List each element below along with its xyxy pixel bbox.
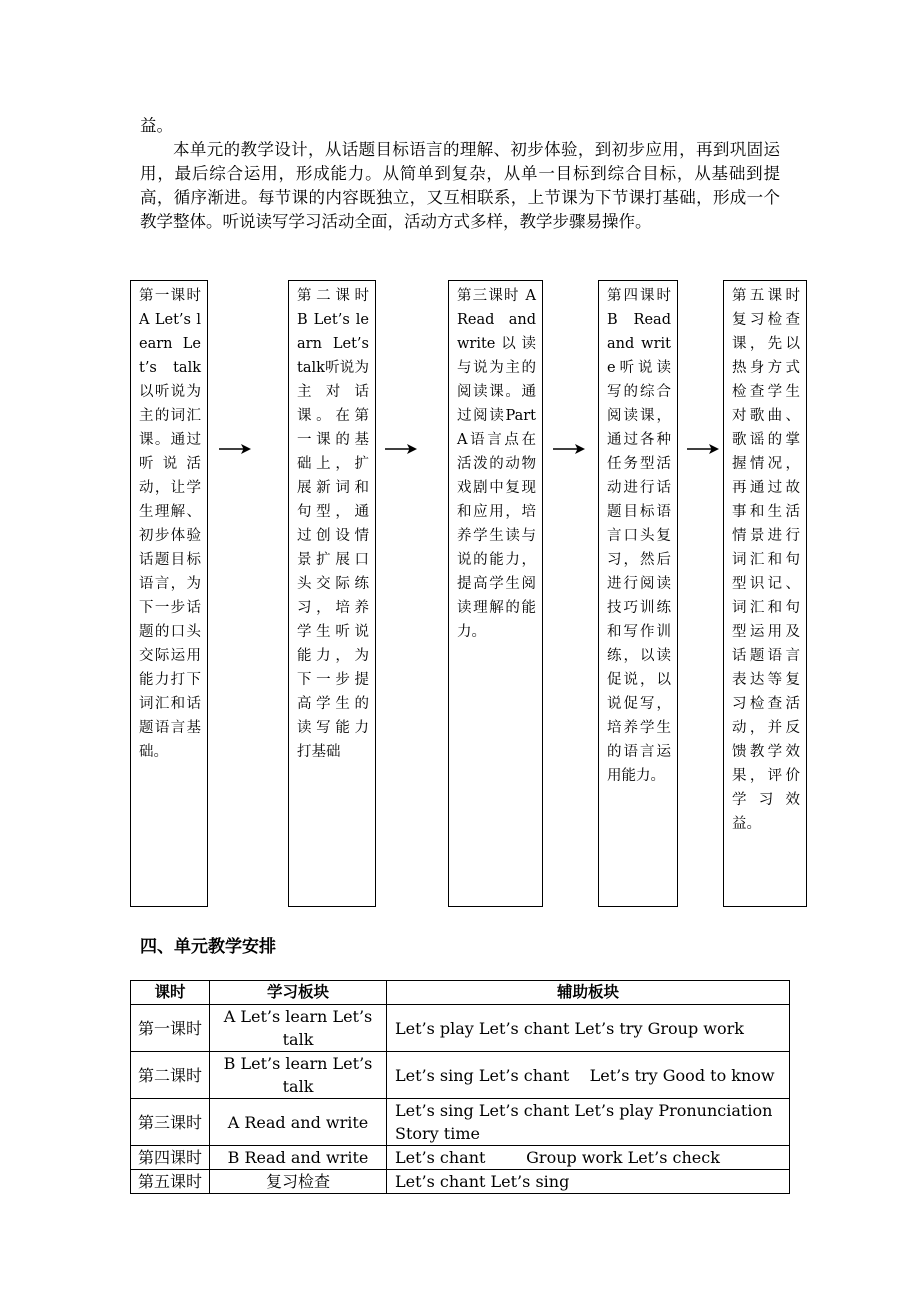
table-row bbox=[131, 1005, 790, 1052]
header-main-module: 学习板块 bbox=[210, 981, 387, 1005]
flow-box-text: 以读与说为主的阅读课。通过阅读Part A语言点在活泼的动物戏剧中复现和应用，培养学生读与说的能力，提高学生阅读理解的能力。 bbox=[457, 336, 536, 640]
section-heading: 四、单元教学安排 bbox=[140, 937, 276, 957]
header-aux-module: 辅助板块 bbox=[387, 981, 790, 1005]
cell-main-module: A Let’s learn Let’s talk bbox=[210, 1005, 387, 1052]
table-row bbox=[131, 1099, 790, 1146]
cell-main-module: A Read and write bbox=[210, 1099, 387, 1146]
flow-box-title: 第三课时 A Read and write bbox=[457, 288, 536, 352]
flow-box-text: 听说为主对话课。在第一课的基础上，扩展新词和句型，通过创设情景扩展口头交际练习，培养学生听说能力，为下一步提高学生的读写能力打基础 bbox=[297, 360, 369, 760]
right-arrow-icon bbox=[385, 441, 417, 457]
cell-period: 第四课时 bbox=[131, 1146, 210, 1170]
right-arrow-icon bbox=[553, 441, 585, 457]
cell-period: 第一课时 bbox=[131, 1005, 210, 1052]
cell-aux-module: Let’s chant Let’s sing bbox=[387, 1170, 790, 1194]
cell-period: 第二课时 bbox=[131, 1052, 210, 1099]
flow-box-title: 第一课时 A Let’s learn Let’s talk bbox=[139, 288, 201, 376]
intro-paragraph: 本单元的教学设计，从话题目标语言的理解、初步体验，到初步应用，再到巩固运用，最后综合运用，形成能力。从简单到复杂，从单一目标到综合目标，从基础到提高，循序渐进。每节课的内容既独立，又互相联系，上节课为下节课打基础，形成一个教学整体。听说读写学习活动全面，活动方式多样，教学步骤易操作。 bbox=[140, 140, 780, 231]
flow-box-title: 第二课时 B Let’s learn Let’s talk bbox=[297, 288, 369, 376]
right-arrow-icon bbox=[687, 441, 719, 457]
table-header-row bbox=[131, 981, 790, 1005]
flow-box-lesson-4 bbox=[598, 280, 678, 907]
right-arrow-icon bbox=[219, 441, 251, 457]
flow-box-title: 第五课时 bbox=[732, 288, 800, 304]
schedule-table bbox=[130, 980, 790, 1194]
cell-aux-module: Let’s chant Group work Let’s check bbox=[387, 1146, 790, 1170]
cell-main-module: B Let’s learn Let’s talk bbox=[210, 1052, 387, 1099]
flow-box-lesson-1 bbox=[130, 280, 208, 907]
cell-main-module: 复习检查 bbox=[210, 1170, 387, 1194]
flow-box-lesson-2 bbox=[288, 280, 376, 907]
table-row bbox=[131, 1146, 790, 1170]
flow-box-lesson-3 bbox=[448, 280, 543, 907]
table-row bbox=[131, 1170, 790, 1194]
flow-box-lesson-5 bbox=[723, 280, 807, 907]
header-period: 课时 bbox=[131, 981, 210, 1005]
intro-lead-text: 益。 bbox=[140, 116, 173, 135]
table-row bbox=[131, 1052, 790, 1099]
flow-box-text: 复习检查课，先以热身方式检查学生对歌曲、歌谣的掌握情况，再通过故事和生活情景进行词汇和句型识记、词汇和句型运用及话题语言表达等复习检查活动，并反馈教学效果，评价学习效益。 bbox=[732, 312, 800, 832]
flow-box-text: 听说读写的综合阅读课，通过各种任务型活动进行话题目标语言口头复习，然后进行阅读技巧训练和写作训练，以读促说，以说促写，培养学生的语言运用能力。 bbox=[607, 360, 671, 784]
cell-aux-module: Let’s sing Let’s chant Let’s play Pronunciation Story time bbox=[387, 1099, 790, 1146]
flow-box-title: 第四课时 B Read and write bbox=[607, 288, 671, 376]
flow-box-text: 以听说为主的词汇课。通过听说活动，让学生理解、初步体验话题目标语言，为下一步话题的口头交际运用能力打下词汇和话题语言基础。 bbox=[139, 384, 201, 760]
cell-aux-module: Let’s play Let’s chant Let’s try Group work bbox=[387, 1005, 790, 1052]
cell-aux-module: Let’s sing Let’s chant Let’s try Good to know bbox=[387, 1052, 790, 1099]
cell-period: 第三课时 bbox=[131, 1099, 210, 1146]
cell-period: 第五课时 bbox=[131, 1170, 210, 1194]
cell-main-module: B Read and write bbox=[210, 1146, 387, 1170]
